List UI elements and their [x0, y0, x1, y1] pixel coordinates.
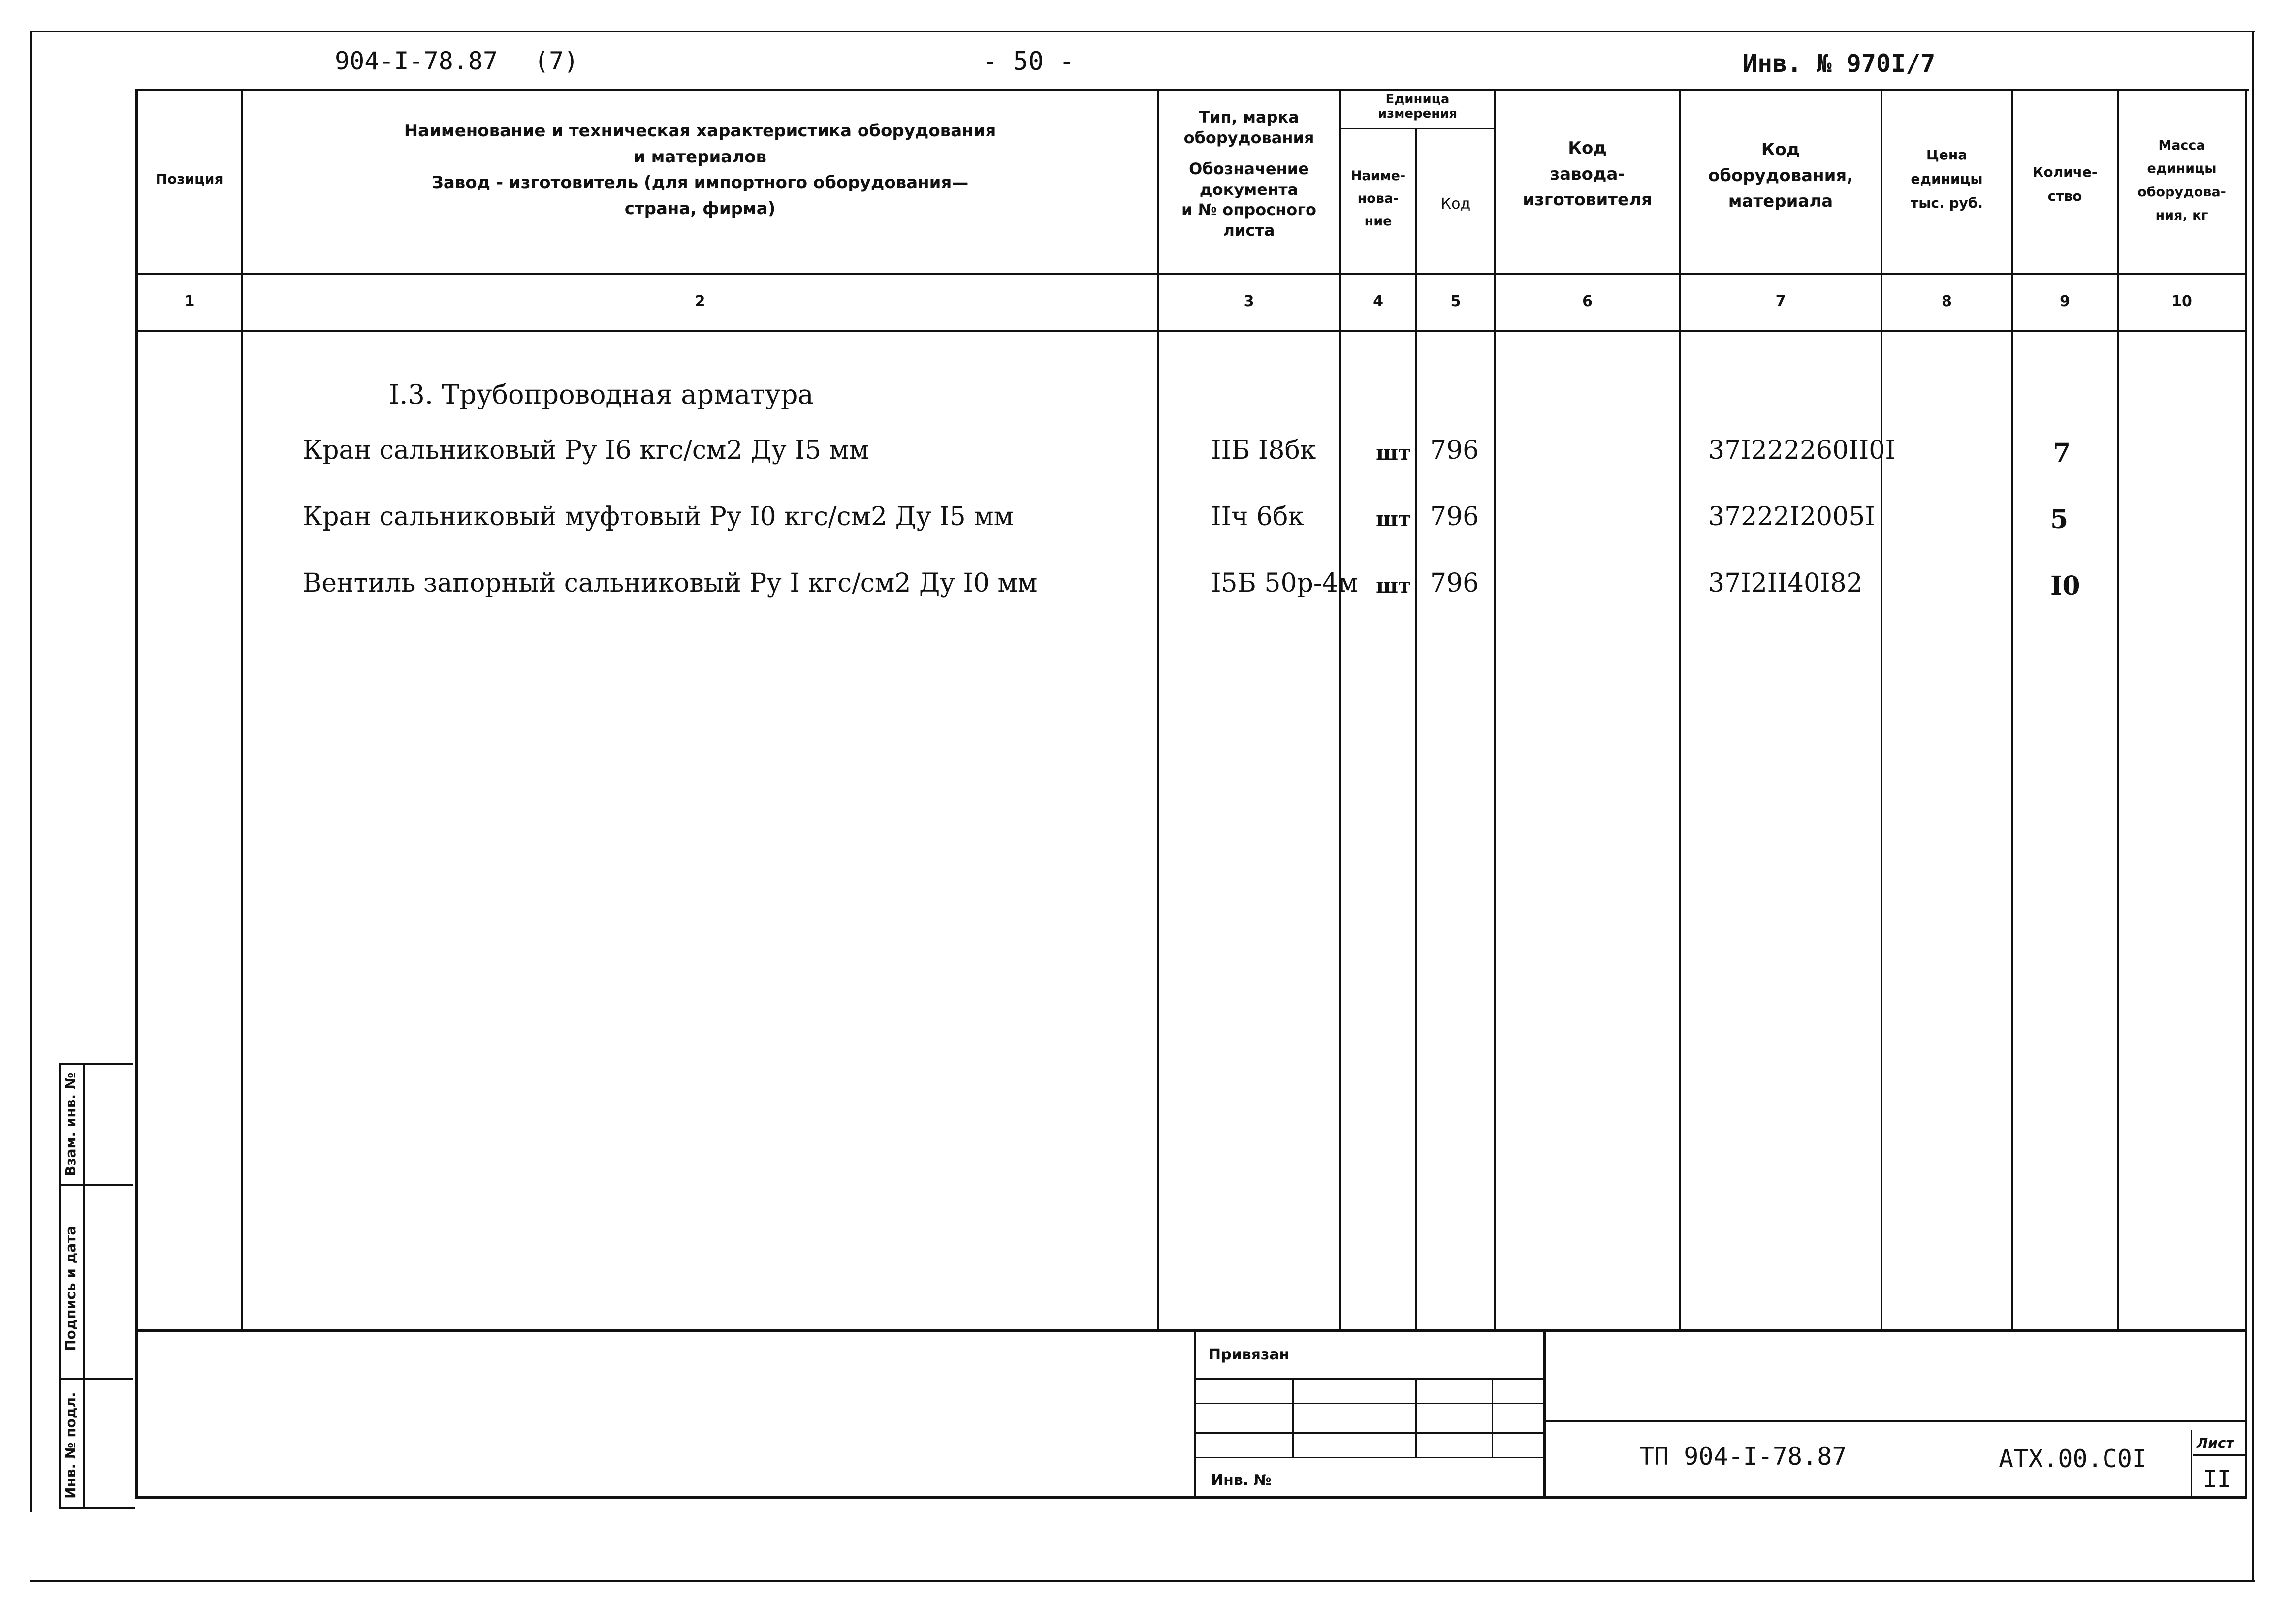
inventory-number: Инв. № 970I/7	[1743, 49, 1936, 78]
album-number: (7)	[534, 47, 579, 75]
row-name: Вентиль запорный сальниковый Ру I кгс/см2 Ду I0 мм	[303, 568, 1038, 598]
header-quantity: Количе- ство	[2032, 164, 2098, 204]
document-code: 904-I-78.87	[335, 47, 498, 75]
row-unit-code: 796	[1430, 568, 1479, 598]
header-material-code: Код оборудования, материала	[1708, 140, 1853, 212]
side-vzam-inv: Взам. инв. №	[63, 1072, 79, 1176]
row-name: Кран сальниковый Ру I6 кгс/см2 Ду I5 мм	[303, 436, 869, 465]
row-type: IIч 6бк	[1211, 502, 1304, 532]
row-qty: 5	[2050, 504, 2069, 535]
row-unit-code: 796	[1430, 436, 1479, 465]
col-num-8: 8	[1942, 293, 1952, 310]
row-unit: шт	[1376, 441, 1411, 465]
header-name: Наименование и техническая характеристика оборудования и материалов Завод - изготовитель (для импортного оборудования— страна, фирма)	[404, 121, 996, 219]
header-price: Цена единицы тыс. руб.	[1910, 147, 1983, 211]
row-qty: 7	[2053, 438, 2071, 468]
row-unit: шт	[1376, 507, 1411, 531]
header-position: Позиция	[156, 171, 223, 187]
col-num-6: 6	[1582, 293, 1593, 310]
stamp-code: АТХ.00.С0I	[1999, 1445, 2147, 1473]
col-num-9: 9	[2060, 293, 2070, 310]
row-material-code: 37222I2005I	[1708, 502, 1875, 532]
col-num-4: 4	[1373, 293, 1383, 310]
header-type: Тип, марка оборудования Обозначение документа и № опросного листа	[1181, 108, 1316, 240]
page-number: - 50 -	[982, 47, 1075, 76]
col-num-5: 5	[1450, 293, 1461, 310]
row-material-code: 37I2II40I82	[1708, 568, 1863, 598]
header-mass: Масса единицы оборудова- ния, кг	[2137, 138, 2226, 223]
col-num-3: 3	[1244, 293, 1254, 310]
stamp-sheet-label: Лист	[2197, 1435, 2234, 1451]
row-unit-code: 796	[1430, 502, 1479, 532]
header-unit-name: Наиме- нова- ние	[1350, 168, 1406, 229]
row-name: Кран сальниковый муфтовый Ру I0 кгс/см2 Ду I5 мм	[303, 502, 1014, 532]
row-unit: шт	[1376, 573, 1411, 598]
row-type: I5Б 50р-4м	[1211, 568, 1358, 598]
stamp-inv-no: Инв. №	[1211, 1472, 1272, 1489]
side-inv-original: Инв. № подл.	[63, 1392, 79, 1499]
row-material-code: 37I222260II0I	[1708, 436, 1895, 465]
stamp-privyazan: Привязан	[1209, 1346, 1290, 1363]
header-unit-group: Единица измерения	[1377, 92, 1458, 121]
header-factory-code: Код завода- изготовителя	[1523, 138, 1652, 210]
stamp-sheet-number: II	[2203, 1466, 2232, 1493]
col-num-7: 7	[1775, 293, 1786, 310]
side-signature-date: Подпись и дата	[63, 1226, 79, 1351]
col-num-1: 1	[184, 293, 195, 310]
row-qty: I0	[2050, 571, 2080, 601]
stamp-document: ТП 904-I-78.87	[1639, 1442, 1847, 1471]
col-num-2: 2	[695, 293, 705, 310]
section-title: I.3. Трубопроводная арматура	[389, 379, 814, 410]
row-type: IIБ I8бк	[1211, 436, 1316, 465]
col-num-10: 10	[2171, 293, 2192, 310]
header-unit-code: Код	[1440, 195, 1471, 213]
